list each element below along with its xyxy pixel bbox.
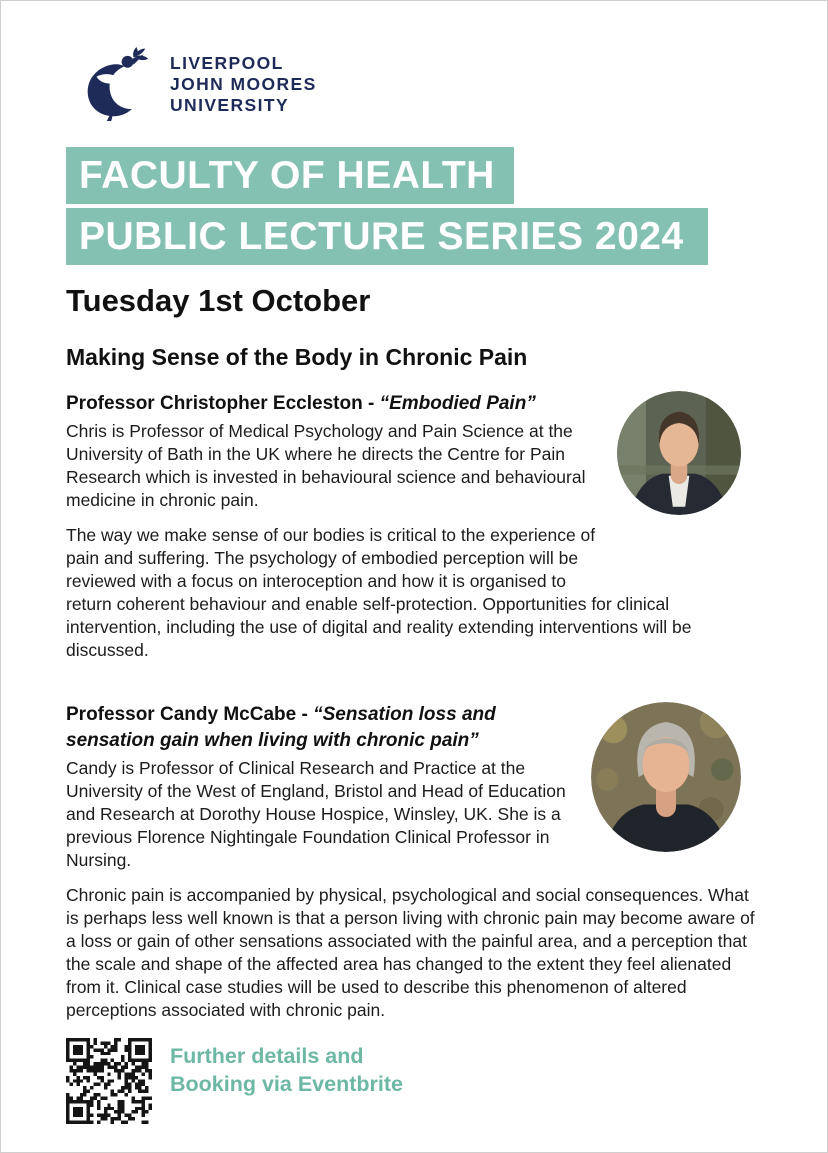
booking-cta-line1: Further details and <box>170 1044 364 1068</box>
footer <box>66 1038 765 1124</box>
speaker-abstract: The way we make sense of our bodies is critical to the experience of pain and suffering. The psychology of embodied perception will be reviewed with a focus on interoception and how it is organised to return coherent behaviour and enable self-protection. Opportunities for clinical intervention, including the use of digital and reality extending interventions will be discussed. <box>66 525 692 660</box>
university-name-line1: LIVERPOOL <box>170 52 284 73</box>
university-logo <box>66 47 765 121</box>
university-name-line3: UNIVERSITY <box>170 94 290 115</box>
banner-faculty <box>66 147 514 204</box>
speaker-talk-title: “Sensation loss and sensation gain when living with chronic pain” <box>66 704 496 751</box>
speaker-bio: Chris is Professor of Medical Psychology and Pain Science at the University of Bath in the UK where he directs the Centre for Pain Research which is invested in behavioural science and behavioural medicine in chronic pain. <box>66 421 586 510</box>
banner-series <box>66 208 708 265</box>
qr-code <box>66 1038 152 1124</box>
speaker-section-eccleston <box>66 391 765 662</box>
university-name-line2: JOHN MOORES <box>170 73 317 94</box>
speaker-section-mccabe <box>66 702 765 1022</box>
event-date: Tuesday 1st October <box>66 283 371 318</box>
booking-cta-line2: Booking via Eventbrite <box>170 1072 403 1096</box>
banner-series-label: PUBLIC LECTURE SERIES 2024 <box>79 215 684 258</box>
banner-faculty-label: FACULTY OF HEALTH <box>79 154 495 197</box>
speaker-abstract: Chronic pain is accompanied by physical, psychological and social consequences. What is perhaps less well known is that a person living with chronic pain may become aware of a loss or gain of other sensations associated with the painful area, and a perception that the scale and shape of the affected area has changed to the extent they feel alienated from it. Clinical case studies will be used to describe this phenomenon of altered perceptions associated with chronic pain. <box>66 885 755 1020</box>
speaker-talk-title: “Embodied Pain” <box>379 393 536 414</box>
speaker-bio: Candy is Professor of Clinical Research and Practice at the University of the West of England, Bristol and Head of Education and Research at Dorothy House Hospice, Winsley, UK. She is a previous Florence Nightingale Foundation Clinical Professor in Nursing. <box>66 758 566 870</box>
event-title: Making Sense of the Body in Chronic Pain <box>66 344 528 370</box>
speaker-photo-eccleston <box>617 391 741 515</box>
liver-bird-logo-icon <box>66 47 158 121</box>
speaker-photo-mccabe <box>591 702 741 852</box>
speaker-name: Professor Christopher Eccleston - <box>66 393 380 414</box>
speaker-name: Professor Candy McCabe - <box>66 704 314 725</box>
booking-cta <box>170 1042 403 1098</box>
university-name <box>170 53 317 116</box>
